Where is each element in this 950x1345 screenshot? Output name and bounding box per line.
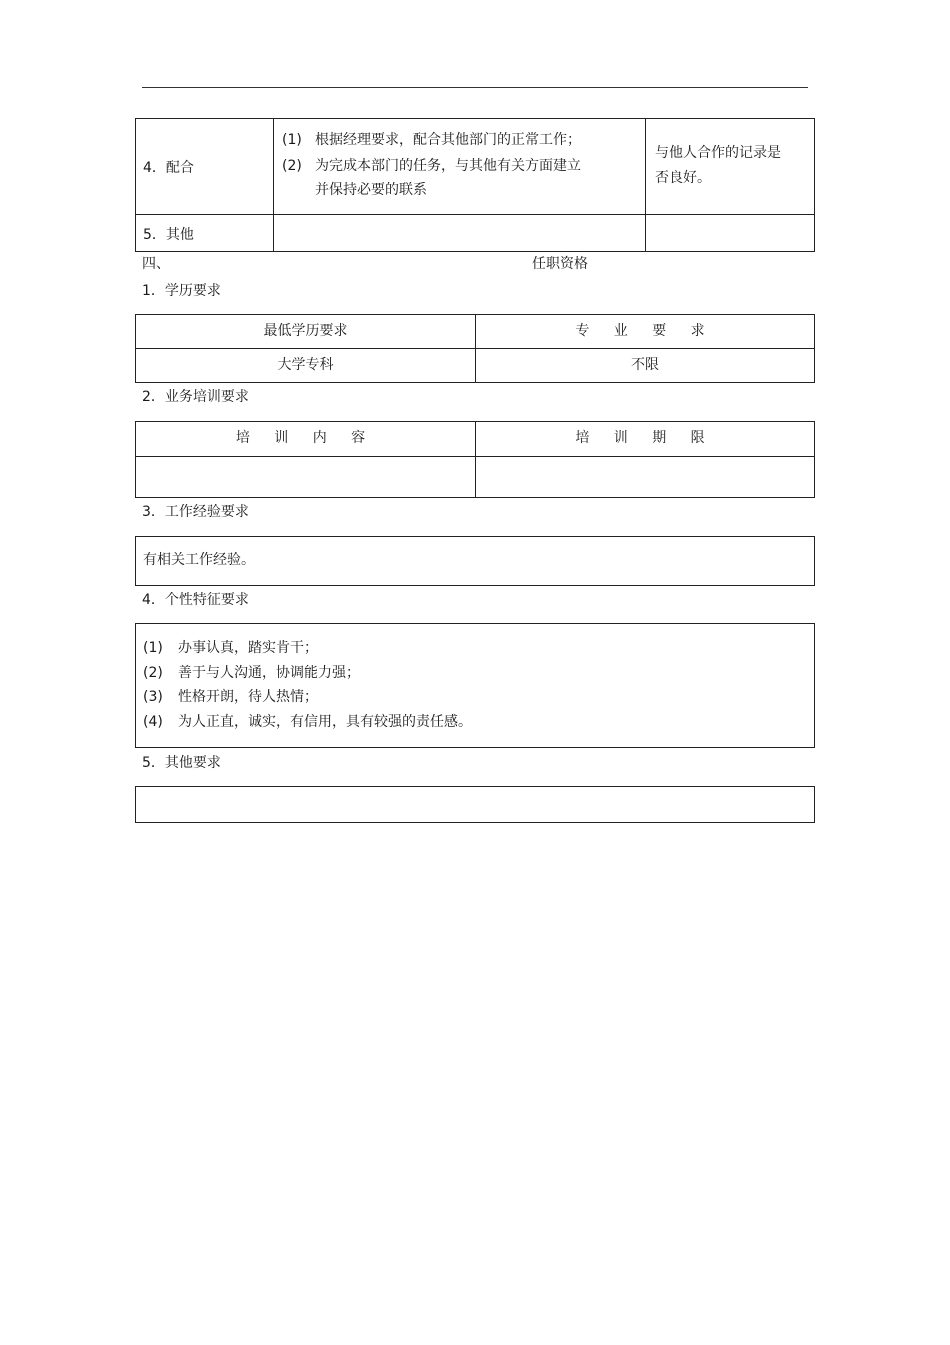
personality-text: 为人正直，诚实，有信用，具有较强的责任感。	[178, 714, 472, 730]
experience-text: 有相关工作经验。	[143, 552, 255, 568]
header-rule	[142, 87, 808, 88]
personality-text: 性格开朗，待人热情；	[178, 689, 318, 705]
training-table	[135, 421, 815, 498]
training-row-divider	[136, 456, 814, 457]
personality-text: 善于与人沟通，协调能力强；	[178, 665, 360, 681]
duty-content-text: 根据经理要求，配合其他部门的正常工作；	[315, 132, 581, 148]
other-box	[135, 786, 815, 823]
section-title: 任职资格	[532, 256, 588, 272]
duty-content-text: 并保持必要的联系	[315, 182, 427, 198]
education-col2-value: 不限	[631, 357, 659, 373]
personality-num: (2)	[143, 665, 163, 681]
training-heading: 2．业务培训要求	[142, 389, 249, 405]
education-col1-value: 大学专科	[277, 357, 334, 373]
duty-table-row-divider	[136, 214, 814, 215]
duty-standard-text: 与他人合作的记录是	[655, 145, 781, 161]
education-table	[135, 314, 815, 383]
duty-item-label: 5．其他	[143, 227, 194, 243]
personality-num: (3)	[143, 689, 163, 705]
education-col2-header: 专 业 要 求	[575, 323, 715, 339]
duty-content-text: 为完成本部门的任务，与其他有关方面建立	[315, 158, 581, 174]
personality-num: (4)	[143, 714, 163, 730]
duty-content-num: (1)	[282, 132, 302, 148]
section-prefix: 四、	[142, 256, 170, 272]
duty-item-label: 4．配合	[143, 160, 194, 176]
duty-content-num: (2)	[282, 158, 302, 174]
personality-text: 办事认真，踏实肯干；	[178, 640, 318, 656]
education-heading: 1．学历要求	[142, 283, 221, 299]
training-col1-header: 培 训 内 容	[235, 430, 376, 446]
duty-table-divider	[273, 119, 274, 251]
duty-table	[135, 118, 815, 252]
personality-num: (1)	[143, 640, 163, 656]
experience-box	[135, 536, 815, 586]
training-col2-header: 培 训 期 限	[575, 430, 715, 446]
experience-heading: 3．工作经验要求	[142, 504, 249, 520]
duty-standard-text: 否良好。	[655, 170, 711, 186]
other-heading: 5．其他要求	[142, 755, 221, 771]
education-col1-header: 最低学历要求	[263, 323, 348, 339]
personality-box	[135, 623, 815, 748]
education-row-divider	[136, 348, 814, 349]
duty-table-divider	[645, 119, 646, 251]
personality-heading: 4．个性特征要求	[142, 592, 249, 608]
